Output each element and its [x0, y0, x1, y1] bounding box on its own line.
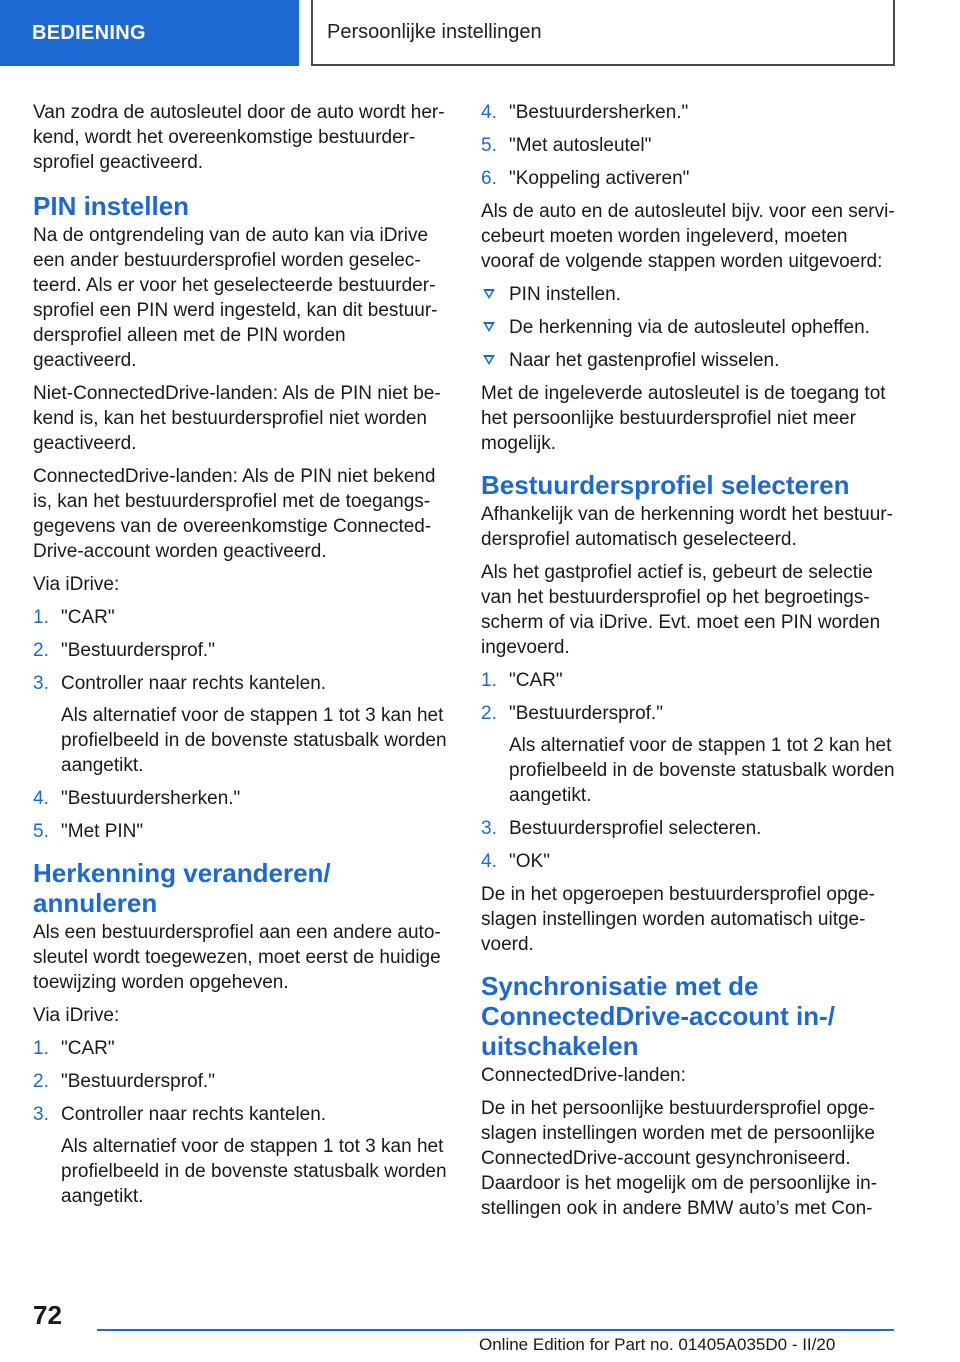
step-number: 2. — [33, 640, 49, 661]
step-text: "Bestuurdersprof." — [61, 640, 215, 661]
triangle-bullet-icon — [483, 289, 495, 299]
herkenning-steps-list — [33, 1036, 449, 1209]
paragraph: ConnectedDrive-landen: Als de PIN niet bekend is, kan het bestuurdersprofiel met de toegangsgegevens van de overeenkomstige ConnectedDrive-account worden geactiveerd. — [33, 466, 436, 562]
step-number: 1. — [481, 670, 497, 691]
step-number: 5. — [481, 135, 497, 156]
heading-pin-instellen: PIN instellen — [33, 191, 190, 221]
pin-steps-list — [33, 605, 449, 844]
step-number: 5. — [33, 821, 49, 842]
step-number: 1. — [33, 607, 49, 628]
step-number: 4. — [481, 102, 497, 123]
step-number: 3. — [33, 1104, 49, 1125]
herkenning-steps-continued — [481, 100, 897, 191]
paragraph: ConnectedDrive-landen: — [481, 1065, 686, 1086]
list-item — [33, 605, 449, 630]
paragraph: De in het opgeroepen bestuurdersprofiel opgeslagen instellingen worden automatisch uitgevoerd. — [481, 884, 875, 955]
paragraph: Als een bestuurdersprofiel aan een andere autosleutel wordt toegewezen, moet eerst de huidige toewijzing worden opgeheven. — [33, 922, 441, 993]
paragraph: De in het persoonlijke bestuurdersprofiel opgeslagen instellingen worden met de persoonlijke ConnectedDrive-account gesynchroniseerd. Daardoor is het mogelijk om de persoonlijke instellingen ook in andere BMW auto’s met Con- — [481, 1098, 878, 1219]
step-text: Controller naar rechts kantelen. — [61, 673, 327, 694]
step-number: 4. — [481, 851, 497, 872]
step-note: Als alternatief voor de stappen 1 tot 3 kan het profielbeeld in de bovenste statusbalk worden aangetikt. — [61, 705, 447, 776]
paragraph: Als de auto en de autosleutel bijv. voor een servicebeurt moeten worden ingeleverd, moeten vooraf de volgende stappen worden uitgevoerd: — [481, 201, 895, 272]
step-text: "CAR" — [61, 1038, 115, 1059]
heading-bestuurdersprofiel-selecteren: Bestuurdersprofiel selecteren — [481, 470, 850, 500]
step-number: 6. — [481, 168, 497, 189]
list-item — [33, 1069, 449, 1094]
step-text: "OK" — [509, 851, 550, 872]
list-item — [481, 133, 897, 158]
via-idrive-label: Via iDrive: — [33, 1005, 120, 1026]
right-column — [481, 100, 897, 1229]
list-item — [33, 786, 449, 811]
service-bullets-list — [481, 282, 897, 373]
paragraph: Afhankelijk van de herkenning wordt het bestuurdersprofiel automatisch geselecteerd. — [481, 504, 893, 550]
list-item — [481, 282, 897, 307]
step-number: 2. — [481, 703, 497, 724]
list-item — [481, 816, 897, 841]
list-item — [481, 668, 897, 693]
page-number: 72 — [33, 1300, 62, 1330]
step-text: "Koppeling activeren" — [509, 168, 690, 189]
step-text: "CAR" — [509, 670, 563, 691]
step-number: 3. — [33, 673, 49, 694]
bullet-text: De herkenning via de autosleutel opheffen. — [509, 317, 870, 338]
left-column — [33, 100, 449, 1217]
list-item — [33, 671, 449, 778]
paragraph: Na de ontgrendeling van de auto kan via iDrive een ander bestuurdersprofiel worden geselecteerd. Als er voor het geselecteerde bestuurdersprofiel een PIN werd ingesteld, kan dit bestuurdersprofiel alleen met de PIN worden geactiveerd. — [33, 225, 438, 371]
list-item — [33, 638, 449, 663]
footer-divider — [97, 1329, 894, 1331]
list-item — [481, 849, 897, 874]
step-text: Bestuurdersprofiel selecteren. — [509, 818, 762, 839]
bullet-text: Naar het gastenprofiel wisselen. — [509, 350, 780, 371]
heading-synchronisatie: Synchronisatie met de ConnectedDrive-account in-/ uitschakelen — [481, 971, 835, 1061]
step-text: "Bestuurdersprof." — [509, 703, 663, 724]
step-number: 1. — [33, 1038, 49, 1059]
paragraph: Met de ingeleverde autosleutel is de toegang tot het persoonlijke bestuurdersprofiel niet meer mogelijk. — [481, 383, 886, 454]
step-note: Als alternatief voor de stappen 1 tot 3 kan het profielbeeld in de bovenste statusbalk worden aangetikt. — [61, 1136, 447, 1207]
list-item — [481, 701, 897, 808]
step-text: "Met PIN" — [61, 821, 144, 842]
list-item — [481, 100, 897, 125]
chapter-tab: Persoonlijke instellingen — [311, 0, 895, 66]
footer-edition: Online Edition for Part no. 01405A035D0 - II/20 — [479, 1335, 836, 1354]
intro-paragraph: Van zodra de autosleutel door de auto wordt herkend, wordt het overeenkomstige bestuurdersprofiel geactiveerd. — [33, 102, 445, 173]
step-text: "Bestuurdersherken." — [61, 788, 241, 809]
via-idrive-label: Via iDrive: — [33, 574, 120, 595]
step-text: "Bestuurdersprof." — [61, 1071, 215, 1092]
step-note: Als alternatief voor de stappen 1 tot 2 kan het profielbeeld in de bovenste statusbalk worden aangetikt. — [509, 735, 895, 806]
list-item — [33, 1102, 449, 1209]
step-text: "Bestuurdersherken." — [509, 102, 689, 123]
step-text: "Met autosleutel" — [509, 135, 652, 156]
list-item — [33, 819, 449, 844]
list-item — [481, 315, 897, 340]
list-item — [481, 166, 897, 191]
list-item — [33, 1036, 449, 1061]
triangle-bullet-icon — [483, 355, 495, 365]
step-number: 4. — [33, 788, 49, 809]
step-number: 3. — [481, 818, 497, 839]
section-tab: BEDIENING — [0, 0, 299, 66]
step-number: 2. — [33, 1071, 49, 1092]
page-header — [0, 0, 960, 66]
paragraph: Als het gastprofiel actief is, gebeurt de selectie van het bestuurdersprofiel op het begroetingsscherm of via iDrive. Evt. moet een PIN worden ingevoerd. — [481, 562, 881, 658]
step-text: "CAR" — [61, 607, 115, 628]
select-steps-list — [481, 668, 897, 874]
paragraph: Niet-ConnectedDrive-landen: Als de PIN niet bekend is, kan het bestuurdersprofiel niet worden geactiveerd. — [33, 383, 441, 454]
heading-herkenning-veranderen: Herkenning veranderen/ annuleren — [33, 858, 331, 918]
triangle-bullet-icon — [483, 322, 495, 332]
bullet-text: PIN instellen. — [509, 284, 621, 305]
step-text: Controller naar rechts kantelen. — [61, 1104, 327, 1125]
list-item — [481, 348, 897, 373]
